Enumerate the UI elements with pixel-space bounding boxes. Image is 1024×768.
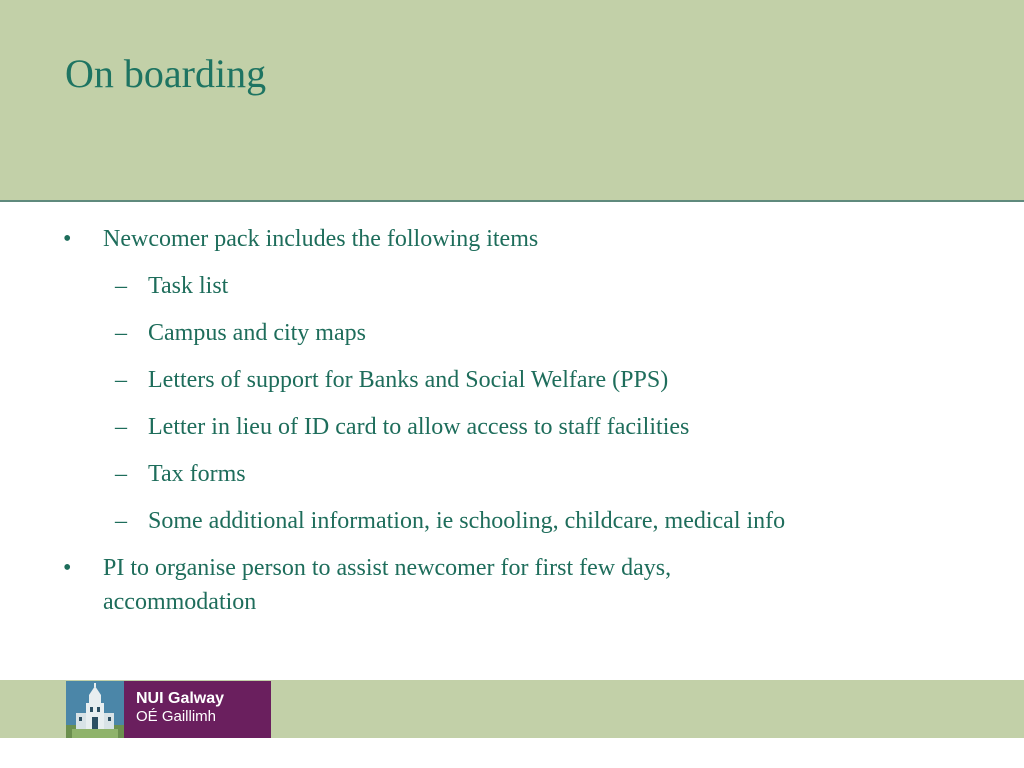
sub-item [0,269,1024,303]
sub-text: Campus and city maps [148,320,366,346]
sub-list [0,269,1024,538]
bullet-text: Newcomer pack includes the following items [103,226,539,252]
logo-line-english: NUI Galway [136,690,225,707]
title-band [0,0,1024,202]
sub-item [0,316,1024,350]
sub-text: Letter in lieu of ID card to allow access to staff facilities [148,414,690,440]
sub-item [0,363,1024,397]
university-tower-icon [66,681,124,738]
sub-text: Some additional information, ie schooling, childcare, medical info [148,508,786,534]
logo-wordmark [124,681,271,738]
bullet-item [0,222,1024,256]
sub-marker: – [115,367,127,393]
slide-content [0,222,1024,619]
bullet-text: PI to organise person to assist newcomer for first few days, accommodation [103,555,672,615]
sub-item [0,457,1024,491]
sub-marker: – [115,320,127,346]
sub-marker: – [115,461,127,487]
sub-text: Task list [148,273,229,299]
bullet-marker: • [63,555,72,581]
bullet-marker: • [63,226,72,252]
sub-marker: – [115,414,127,440]
nui-galway-logo [66,681,271,738]
logo-line-irish: OÉ Gaillimh [136,708,217,725]
slide-title: On boarding [65,51,267,96]
bullet-item [0,551,1024,619]
sub-text: Tax forms [148,461,246,487]
sub-marker: – [115,273,127,299]
sub-text: Letters of support for Banks and Social Welfare (PPS) [148,367,669,393]
sub-item [0,504,1024,538]
sub-marker: – [115,508,127,534]
sub-item [0,410,1024,444]
